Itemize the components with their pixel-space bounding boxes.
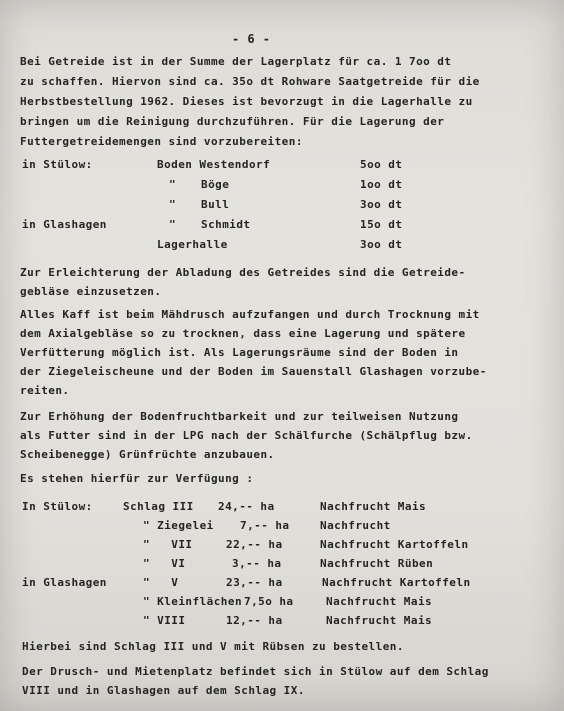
para3-line-1: Alles Kaff ist beim Mähdrusch aufzufangen und durch Trocknung mit [20,308,480,321]
para3-line-4: der Ziegeleischeune und der Boden im Sauenstall Glashagen vorzube- [20,365,487,378]
field-place: In Stülow: [22,500,93,513]
field-schlag: Schlag III [123,500,194,513]
field-crop: Nachfrucht Mais [326,595,433,608]
storage-amount: 3oo dt [360,238,403,251]
para6-line-1: Der Drusch- und Mietenplatz befindet sich in Stülow auf dem Schlag [22,665,489,678]
storage-name: Böge [201,178,230,191]
field-schlag: " VIII [143,614,186,627]
para2-line-2: gebläse einzusetzen. [20,285,162,298]
storage-name: Lagerhalle [157,238,228,251]
para4-line-1: Zur Erhöhung der Bodenfruchtbarkeit und zur teilweisen Nutzung [20,410,459,423]
field-crop: Nachfrucht [320,519,391,532]
para1-line-1: Bei Getreide ist in der Summe der Lagerplatz für ca. 1 7oo dt [20,55,452,68]
field-area: 7,5o ha [244,595,294,608]
para1-line-2: zu schaffen. Hiervon sind ca. 35o dt Rohware Saatgetreide für die [20,75,480,88]
field-schlag: " Ziegelei [143,519,214,532]
field-schlag: " V [143,576,179,589]
para1-line-4: bringen um die Reinigung durchzuführen. Für die Lagerung der [20,115,445,128]
para6-line-2: VIII und in Glashagen auf dem Schlag IX. [22,684,305,697]
field-place: in Glashagen [22,576,107,589]
field-area: 23,-- ha [226,576,283,589]
field-schlag: " VII [143,538,193,551]
field-crop: Nachfrucht Mais [320,500,427,513]
field-area: 7,-- ha [240,519,290,532]
field-crop: Nachfrucht Rüben [320,557,434,570]
storage-amount: 3oo dt [360,198,403,211]
para5-line-1: Hierbei sind Schlag III und V mit Rübsen zu bestellen. [22,640,404,653]
para2-line-1: Zur Erleichterung der Abladung des Getreides sind die Getreide- [20,266,466,279]
para4-line-2: als Futter sind in der LPG nach der Schälfurche (Schälpflug bzw. [20,429,473,442]
field-crop: Nachfrucht Kartoffeln [320,538,469,551]
field-schlag: " Kleinflächen [143,595,243,608]
storage-ditto-mark: " [169,178,177,191]
para3-line-2: dem Axialgebläse so zu trocknen, dass eine Lagerung und spätere [20,327,466,340]
field-crop: Nachfrucht Mais [326,614,433,627]
storage-place: in Glashagen [22,218,107,231]
para4-line-3: Scheibenegge) Grünfrüchte anzubauen. [20,448,275,461]
storage-ditto-mark: " [169,198,177,211]
fields-intro: Es stehen hierfür zur Verfügung : [20,472,254,485]
field-area: 12,-- ha [226,614,283,627]
storage-name: Schmidt [201,218,251,231]
para1-line-5: Futtergetreidemengen sind vorzubereiten: [20,135,303,148]
storage-place: in Stülow: [22,158,93,171]
storage-name: Boden Westendorf [157,158,271,171]
storage-amount: 15o dt [360,218,403,231]
page-number: - 6 - [232,32,271,46]
field-area: 24,-- ha [218,500,275,513]
storage-amount: 5oo dt [360,158,403,171]
para3-line-5: reiten. [20,384,70,397]
field-crop: Nachfrucht Kartoffeln [322,576,471,589]
storage-amount: 1oo dt [360,178,403,191]
field-area: 22,-- ha [226,538,283,551]
field-schlag: " VI [143,557,186,570]
field-area: 3,-- ha [232,557,282,570]
para1-line-3: Herbstbestellung 1962. Dieses ist bevorzugt in die Lagerhalle zu [20,95,473,108]
storage-ditto-mark: " [169,218,177,231]
storage-name: Bull [201,198,230,211]
para3-line-3: Verfütterung möglich ist. Als Lagerungsräume sind der Boden in [20,346,459,359]
